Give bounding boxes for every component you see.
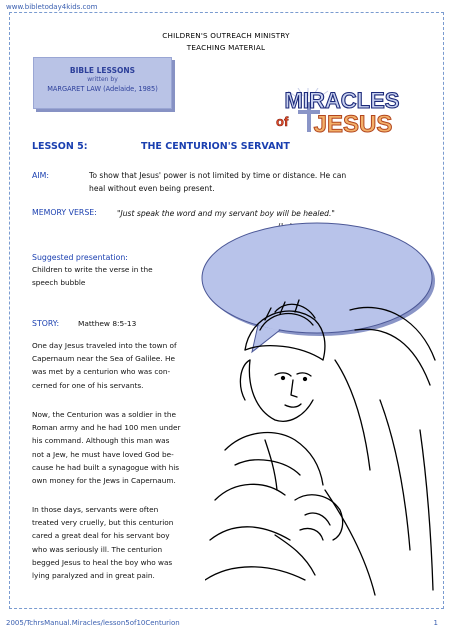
- credit-title: BIBLE LESSONS: [69, 66, 136, 75]
- clasped-hands: [275, 495, 343, 575]
- centurion-face: [240, 360, 313, 421]
- story-line: Now, the Centurion was a soldier in the: [32, 410, 177, 419]
- story-line: One day Jesus traveled into the town of: [32, 341, 177, 350]
- presentation-line-2: speech bubble: [32, 278, 86, 287]
- logo-of: of: [276, 114, 289, 129]
- header-line-1: CHILDREN'S OUTREACH MINISTRY: [162, 31, 290, 40]
- lesson-title: THE CENTURION'S SERVANT: [141, 141, 290, 152]
- robed-figure: [325, 307, 435, 595]
- credit-author: MARGARET LAW (Adelaide, 1985): [47, 85, 158, 93]
- site-url[interactable]: www.bibletoday4kids.com: [6, 3, 98, 11]
- aim-line-2: heal without even being present.: [89, 184, 215, 193]
- story-line: treated very cruelly, but this centurion: [32, 518, 174, 528]
- memory-verse-label: MEMORY VERSE:: [32, 208, 97, 217]
- centurion-helmet: [245, 300, 325, 360]
- story-line: own money for the Jews in Capernaum.: [32, 476, 176, 486]
- lesson-number: LESSON 5:: [32, 141, 88, 152]
- story-paragraph-1: [32, 339, 207, 392]
- story-line: cared a great deal for his servant boy: [32, 531, 170, 541]
- memory-verse-text: "Just speak the word and my servant boy will be healed.": [117, 209, 335, 218]
- story-line: cerned for one of his servants.: [32, 380, 144, 390]
- story-line: lying paralyzed and in great pain.: [32, 571, 155, 581]
- story-reference: Matthew 8:5-13: [78, 319, 137, 328]
- story-line: Capernaum near the Sea of Galilee. He: [32, 354, 175, 364]
- aim-label: AIM:: [32, 171, 49, 180]
- footer-path: 2005/TchrsManual.Miracles/lesson5of10Centurion: [6, 619, 180, 627]
- presentation-label: Suggested presentation:: [32, 253, 128, 262]
- story-paragraph-2: [32, 408, 207, 487]
- header-line-2: TEACHING MATERIAL: [186, 43, 266, 52]
- centurion-armor: [205, 433, 323, 580]
- story-label: STORY:: [32, 319, 60, 328]
- logo-line-2: JESUS: [313, 111, 393, 136]
- story-line: cause he had built a synagogue with his: [32, 462, 180, 472]
- page-number: 1: [433, 619, 438, 627]
- story-line: not a Jew, he must have loved God be-: [32, 449, 174, 459]
- story-line: his command. Although this man was: [32, 436, 170, 446]
- story-line: begged Jesus to heal the boy who was: [32, 557, 173, 567]
- story-line: In those days, servants were often: [32, 505, 159, 514]
- logo-line-1: MIRACLES: [284, 88, 400, 113]
- story-line: who was seriously ill. The centurion: [32, 544, 163, 554]
- aim-line-1: To show that Jesus' power is not limited by time or distance. He can: [89, 171, 347, 180]
- credit-written-by: written by: [87, 76, 118, 83]
- story-paragraph-3: [32, 503, 207, 582]
- presentation-line-1: Children to write the verse in the: [32, 265, 153, 274]
- story-line: Roman army and he had 100 men under: [32, 423, 181, 433]
- story-line: was met by a centurion who was con-: [32, 367, 171, 377]
- centurion-illustration: [205, 290, 440, 602]
